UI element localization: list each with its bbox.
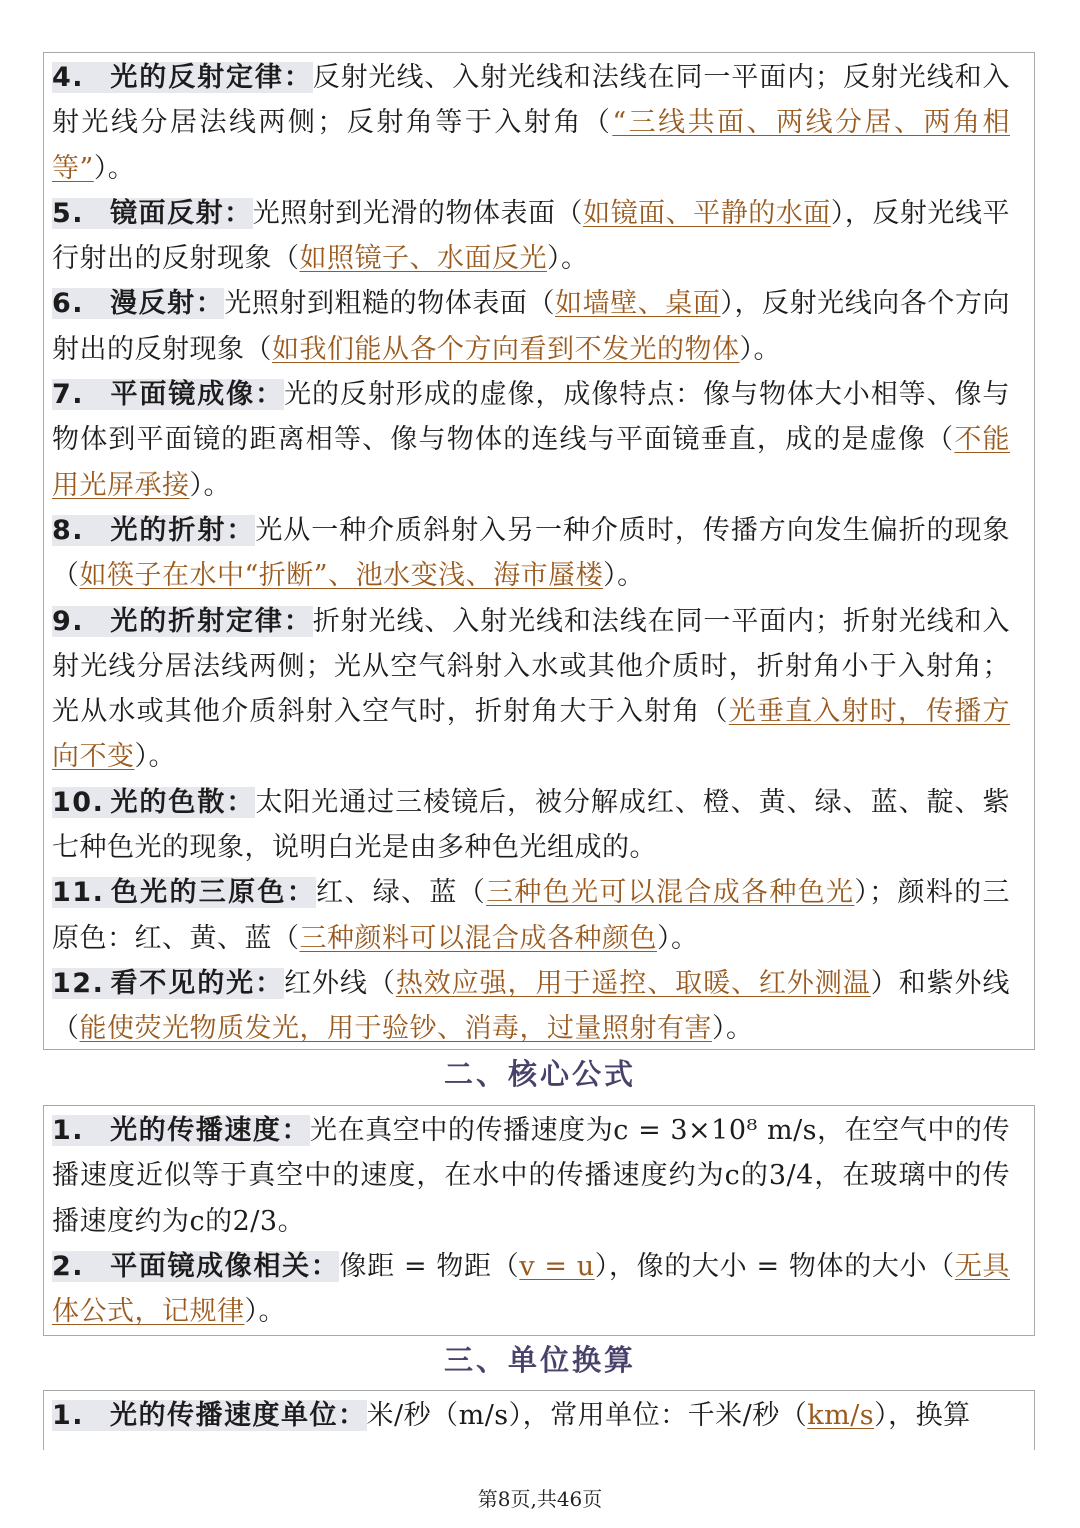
item-text: 红、绿、蓝（ xyxy=(316,877,487,909)
example-note: 如照镜子、水面反光 xyxy=(299,243,547,275)
item-term: 光的折射： xyxy=(110,514,256,546)
list-item xyxy=(52,1393,1010,1438)
item-text: ），换算 xyxy=(874,1400,971,1431)
item-heading xyxy=(52,198,253,229)
example-note: 热效应强，用于遥控、取暖、红外测温 xyxy=(395,967,871,999)
item-text: 红外线（ xyxy=(284,967,396,999)
item-text: ）。 xyxy=(657,922,699,954)
item-text: ），反射光线平行射出的反射现象（ xyxy=(52,197,1011,275)
item-text: 光从一种介质斜射入另一种介质时，传播方向发生偏折的现象（ xyxy=(52,514,1010,592)
item-heading xyxy=(52,379,284,410)
list-item xyxy=(52,961,1010,1052)
item-term: 光的折射定律： xyxy=(110,605,313,637)
item-text: ）。 xyxy=(603,560,645,592)
item-heading xyxy=(52,1115,310,1146)
item-text: 反射光线、入射光线和法线在同一平面内；反射光线和入射光线分居法线两侧；反射角等于入射角（ xyxy=(52,62,1010,139)
example-note: 三种色光可以混合成各种色光 xyxy=(486,877,855,909)
item-term: 漫反射： xyxy=(110,288,225,320)
item-number: 1. xyxy=(52,1115,85,1146)
item-text: 像距 = 物距（ xyxy=(339,1250,520,1282)
item-number: 2. xyxy=(52,1250,85,1282)
item-text: ）。 xyxy=(739,333,781,365)
knowledge-box-unit-conversion xyxy=(43,1390,1035,1450)
item-term: 平面镜成像相关： xyxy=(110,1250,340,1282)
example-note: 如我们能从各个方向看到不发光的物体 xyxy=(272,333,740,365)
item-term: 光的色散： xyxy=(110,786,256,818)
section-title-core-formulas: 二、核心公式 xyxy=(443,1057,636,1091)
example-note: v = u xyxy=(519,1250,595,1282)
item-text: 米/秒（m/s），常用单位：千米/秒（ xyxy=(366,1400,808,1431)
list-item xyxy=(52,599,1010,780)
item-text: 光在真空中的传播速度为c = 3×10⁸ m/s，在空气中的传播速度近似等于真空中的速度，在水中的传播速度约为c的3/4，在玻璃中的传播速度约为c的2/3。 xyxy=(52,1115,1011,1237)
item-number: 4. xyxy=(52,62,85,93)
item-text: ），像的大小 = 物体的大小（ xyxy=(594,1250,955,1282)
item-term: 光的传播速度单位： xyxy=(110,1400,367,1431)
list-item xyxy=(52,780,1010,871)
item-text: ）。 xyxy=(244,1296,286,1328)
item-heading xyxy=(52,968,284,999)
page-footer: 第8页,共46页 xyxy=(477,1487,603,1511)
item-number: 7. xyxy=(52,379,85,411)
example-note: 如筷子在水中“折断”、池水变浅、海市蜃楼 xyxy=(79,560,604,592)
item-text: 光照射到粗糙的物体表面（ xyxy=(224,288,556,320)
item-heading xyxy=(52,1400,367,1431)
item-heading xyxy=(52,787,255,818)
item-text: 光的反射形成的虚像，成像特点：像与物体大小相等、像与物体到平面镜的距离相等、像与物体的连线与平面镜垂直，成的是虚像（ xyxy=(52,379,1010,456)
item-number: 12. xyxy=(52,967,105,999)
item-term: 光的传播速度： xyxy=(110,1115,311,1146)
item-heading xyxy=(52,1251,339,1282)
item-text: ）。 xyxy=(189,469,231,501)
knowledge-box-core-formulas xyxy=(43,1105,1035,1336)
item-heading xyxy=(52,877,316,908)
list-item xyxy=(52,870,1010,961)
example-note: 如墙壁、桌面 xyxy=(555,288,721,320)
item-term: 镜面反射： xyxy=(110,197,253,229)
item-text: ）；颜料的三原色：红、黄、蓝（ xyxy=(52,877,1010,954)
item-text: ）。 xyxy=(134,741,176,773)
section-title-unit-conversion: 三、单位换算 xyxy=(443,1343,636,1377)
item-heading xyxy=(52,515,255,546)
list-item xyxy=(52,191,1010,282)
item-number: 10. xyxy=(52,786,105,818)
list-item xyxy=(52,1108,1010,1244)
item-text: 光照射到光滑的物体表面（ xyxy=(252,197,584,229)
item-term: 平面镜成像： xyxy=(110,379,285,411)
item-text: ），反射光线向各个方向射出的反射现象（ xyxy=(52,288,1011,365)
example-note: 三种颜料可以混合成各种颜色 xyxy=(299,922,657,954)
item-number: 6. xyxy=(52,288,85,320)
example-note: 如镜面、平静的水面 xyxy=(583,197,831,229)
item-text: ）。 xyxy=(712,1013,754,1045)
item-number: 1. xyxy=(52,1400,85,1431)
item-number: 5. xyxy=(52,197,85,229)
example-note: 无具体公式，记规律 xyxy=(52,1250,1011,1328)
item-text: 折射光线、入射光线和法线在同一平面内；折射光线和入射光线分居法线两侧；光从空气斜射入水或其他介质时，折射角小于入射角；光从水或其他介质斜射入空气时，折射角大于入射角（ xyxy=(52,605,1010,728)
item-term: 色光的三原色： xyxy=(110,877,317,909)
item-text: ）。 xyxy=(93,152,136,184)
list-item xyxy=(52,508,1010,599)
list-item xyxy=(52,372,1010,508)
example-note: km/s xyxy=(807,1400,875,1431)
item-number: 11. xyxy=(52,877,105,909)
list-item xyxy=(52,55,1010,191)
item-heading xyxy=(52,62,313,93)
example-note: 能使荧光物质发光，用于验钞、消毒，过量照射有害 xyxy=(79,1013,712,1045)
item-number: 9. xyxy=(52,605,85,637)
list-item xyxy=(52,281,1010,372)
item-number: 8. xyxy=(52,514,85,546)
item-term: 光的反射定律： xyxy=(110,62,313,93)
example-note: 光垂直入射时，传播方向不变 xyxy=(52,696,1011,773)
example-note: “三线共面、两线分居、两角相等” xyxy=(52,107,1011,184)
item-heading xyxy=(52,606,313,637)
item-term: 看不见的光： xyxy=(110,967,285,999)
item-text: ）。 xyxy=(547,243,589,275)
item-heading xyxy=(52,288,224,319)
list-item xyxy=(52,1244,1010,1335)
item-text: ）和紫外线（ xyxy=(52,967,1010,1045)
example-note: 不能用光屏承接 xyxy=(52,424,1011,501)
knowledge-box-optics-points xyxy=(43,52,1035,1050)
item-text: 太阳光通过三棱镜后，被分解成红、橙、黄、绿、蓝、靛、紫七种色光的现象，说明白光是由多种色光组成的。 xyxy=(52,786,1010,864)
